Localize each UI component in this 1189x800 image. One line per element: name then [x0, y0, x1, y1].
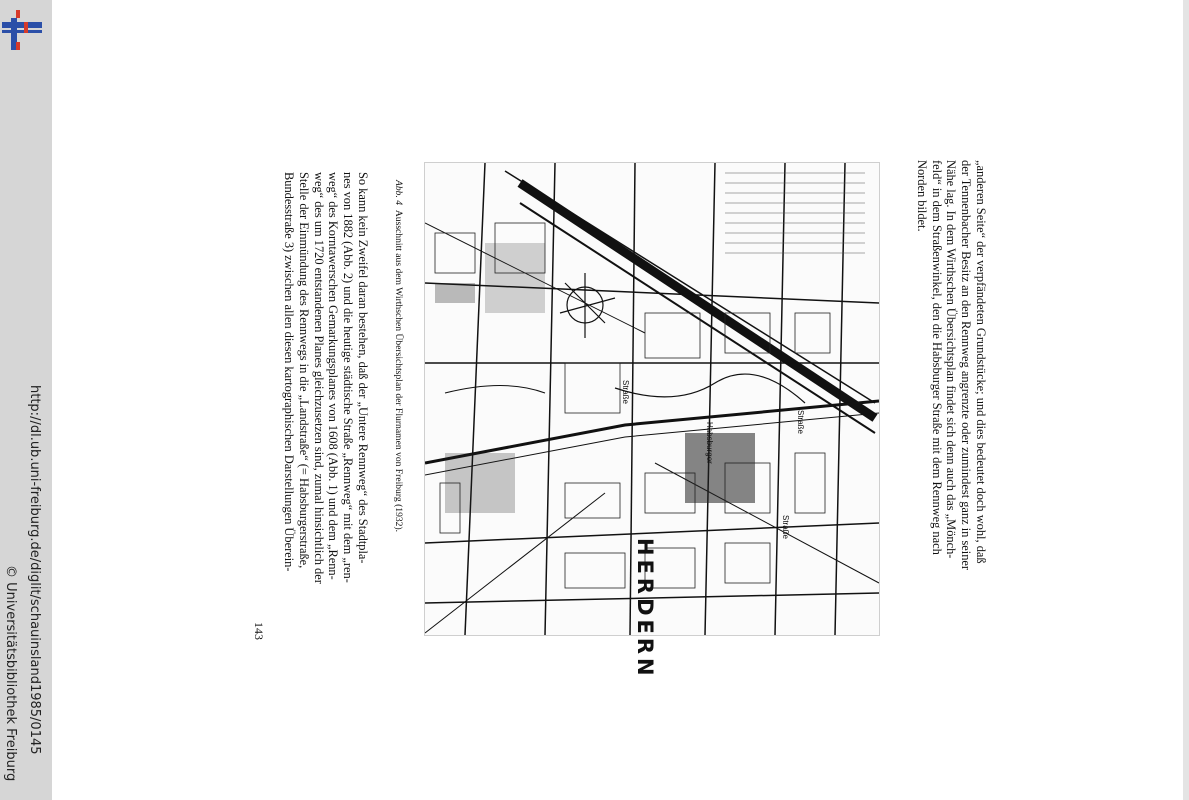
text-line: Bundesstraße 3) zwischen allen diesen kartographischen Darstellungen Überein-	[282, 172, 297, 572]
map-street-label: Straße	[781, 515, 790, 540]
ub-freiburg-logo-icon	[2, 10, 42, 50]
text-line: Nähe lag. In dem Wirthschen Übersichtsplan findet sich denn auch das „Mönch-	[944, 160, 959, 559]
caption-text: Ausschnitt aus dem Wirthschen Übersichtsplan der Flurnamen von Freiburg (1932).	[393, 209, 404, 533]
body-text-top	[914, 160, 988, 630]
map-street-label: Habsburger	[705, 422, 714, 464]
body-text-bottom	[281, 172, 370, 640]
map-district-label: HERDERN	[633, 538, 657, 680]
text-line: Norden bildet.	[914, 160, 929, 232]
text-line: feld“ in dem Straßenwinkel, den die Habsburger Straße mit dem Rennweg nach	[929, 160, 944, 555]
scrollbar-track[interactable]	[1183, 0, 1189, 800]
text-line: So kann kein Zweifel daran bestehen, daß der „Untere Rennweg“ des Stadtpla-	[356, 172, 370, 564]
text-line: der Tennenbacher Besitz an den Rennweg angrenzte oder zumindest ganz in seiner	[959, 160, 974, 571]
source-url[interactable]: http://dl.ub.uni-freiburg.de/diglit/schauinsland1985/0145	[27, 385, 42, 755]
map-street-label: Straße	[621, 380, 630, 405]
copyright-notice: © Universitätsbibliothek Freiburg	[3, 565, 18, 782]
viewer-sidebar	[0, 0, 52, 800]
text-line: Stelle der Einmündung des Rennwegs in die „Landstraße“ (= Habsburgerstraße,	[296, 172, 311, 569]
text-line: nes von 1882 (Abb. 2) und die heutige städtische Straße „Rennweg“ mit dem „ren-	[341, 172, 356, 583]
text-line: „anderen Seite“ der verpfändeten Grundstücke; und dies bedeutet doch wohl, daß	[974, 160, 988, 564]
text-line: weg“ des um 1720 entstandenen Planes gleichzusetzen sind, zumal hinsichtlich der	[311, 172, 326, 584]
map-street-label: Straße	[796, 410, 805, 435]
page-number: 143	[252, 622, 266, 640]
figure-caption	[393, 180, 404, 532]
text-line: weg“ des Korntawerschen Gemarkungsplanes von 1608 (Abb. 1) und dem „Renn-	[326, 172, 341, 580]
caption-label: Abb. 4	[393, 180, 404, 206]
